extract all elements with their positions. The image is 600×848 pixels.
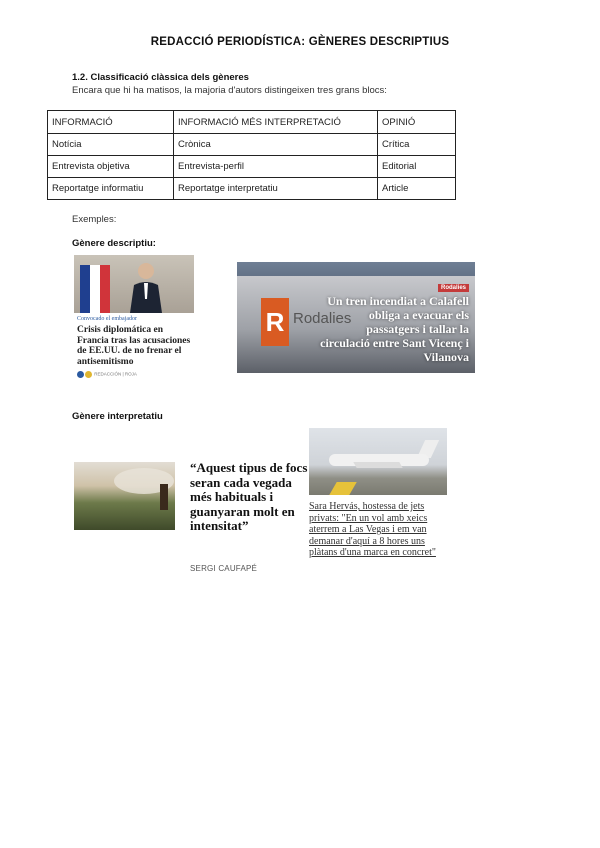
clipping-kicker: Convocado el embajador xyxy=(77,316,137,322)
french-flag-icon xyxy=(80,265,110,313)
table-cell: Entrevista-perfil xyxy=(174,156,378,178)
table-header-cell: INFORMACIÓ MÉS INTERPRETACIÓ xyxy=(174,111,378,134)
rodalies-logo-text: Rodalies xyxy=(293,310,352,327)
genres-table xyxy=(47,110,456,200)
table-header-cell: OPINIÓ xyxy=(378,111,456,134)
table-row xyxy=(48,134,456,156)
jet-wing-shape xyxy=(353,462,402,468)
descriptive-heading: Gènere descriptiu: xyxy=(72,238,156,249)
table-cell: Notícia xyxy=(48,134,174,156)
train-headline: Un tren incendiat a Calafell obliga a evacuar els passatgers i tallar la circulació entre Sant Vicenç i Vilanova xyxy=(320,294,469,364)
clipping-headline: Crisis diplomática en Francia tras las acusaciones de EE.UU. de no frenar el antisemitismo xyxy=(77,325,191,367)
table-cell: Article xyxy=(378,178,456,200)
section-heading: 1.2. Classificació clàssica dels gèneres xyxy=(72,72,249,83)
clipping-author: REDACCIÓN | ROJA xyxy=(94,371,137,377)
table-header-cell: INFORMACIÓ xyxy=(48,111,174,134)
author-avatar-icon xyxy=(77,371,84,378)
table-cell: Editorial xyxy=(378,156,456,178)
jet-article-link[interactable]: Sara Hervás, hostessa de jets privats: "En un vol amb xeics aterrem a Las Vegas i em van demanar d'aquí a 8 hores uns plàtans d'una marca en concret" xyxy=(309,501,436,558)
flag-white-band xyxy=(90,265,100,313)
examples-label: Exemples: xyxy=(72,214,117,225)
table-cell: Reportatge interpretatiu xyxy=(174,178,378,200)
rodalies-logo-icon: R xyxy=(261,298,289,346)
section-intro: Encara que hi ha matisos, la majoria d'autors distingeixen tres grans blocs: xyxy=(72,85,387,96)
author-avatar-icon xyxy=(85,371,92,378)
pull-quote: “Aquest tipus de focs seran cada vegada més habituals i guanyaran molt en intensitat” xyxy=(190,460,308,534)
news-clipping-france xyxy=(74,255,196,381)
flag-red-band xyxy=(100,265,110,313)
quote-author: SERGI CAUFAPÉ xyxy=(190,564,258,573)
firefighter-figure xyxy=(160,484,168,510)
source-badge: Rodalies xyxy=(438,284,469,292)
table-row xyxy=(48,178,456,200)
speaker-figure xyxy=(126,259,166,313)
table-cell: Crònica xyxy=(174,134,378,156)
table-cell: Reportatge informatiu xyxy=(48,178,174,200)
page-title: REDACCIÓ PERIODÍSTICA: GÈNERES DESCRIPTIUS xyxy=(150,36,450,48)
table-header-row xyxy=(48,111,456,134)
clipping-meta xyxy=(77,371,137,378)
table-cell: Entrevista objetiva xyxy=(48,156,174,178)
private-jet-photo xyxy=(309,428,447,495)
table-row xyxy=(48,156,456,178)
table-cell: Crítica xyxy=(378,134,456,156)
runway-marking-shape xyxy=(329,482,357,495)
news-clipping-train xyxy=(237,262,475,373)
wildfire-photo xyxy=(74,462,175,530)
flag-blue-band xyxy=(80,265,90,313)
press-conference-photo xyxy=(74,255,194,313)
interpretive-heading: Gènere interpretatiu xyxy=(72,411,163,422)
